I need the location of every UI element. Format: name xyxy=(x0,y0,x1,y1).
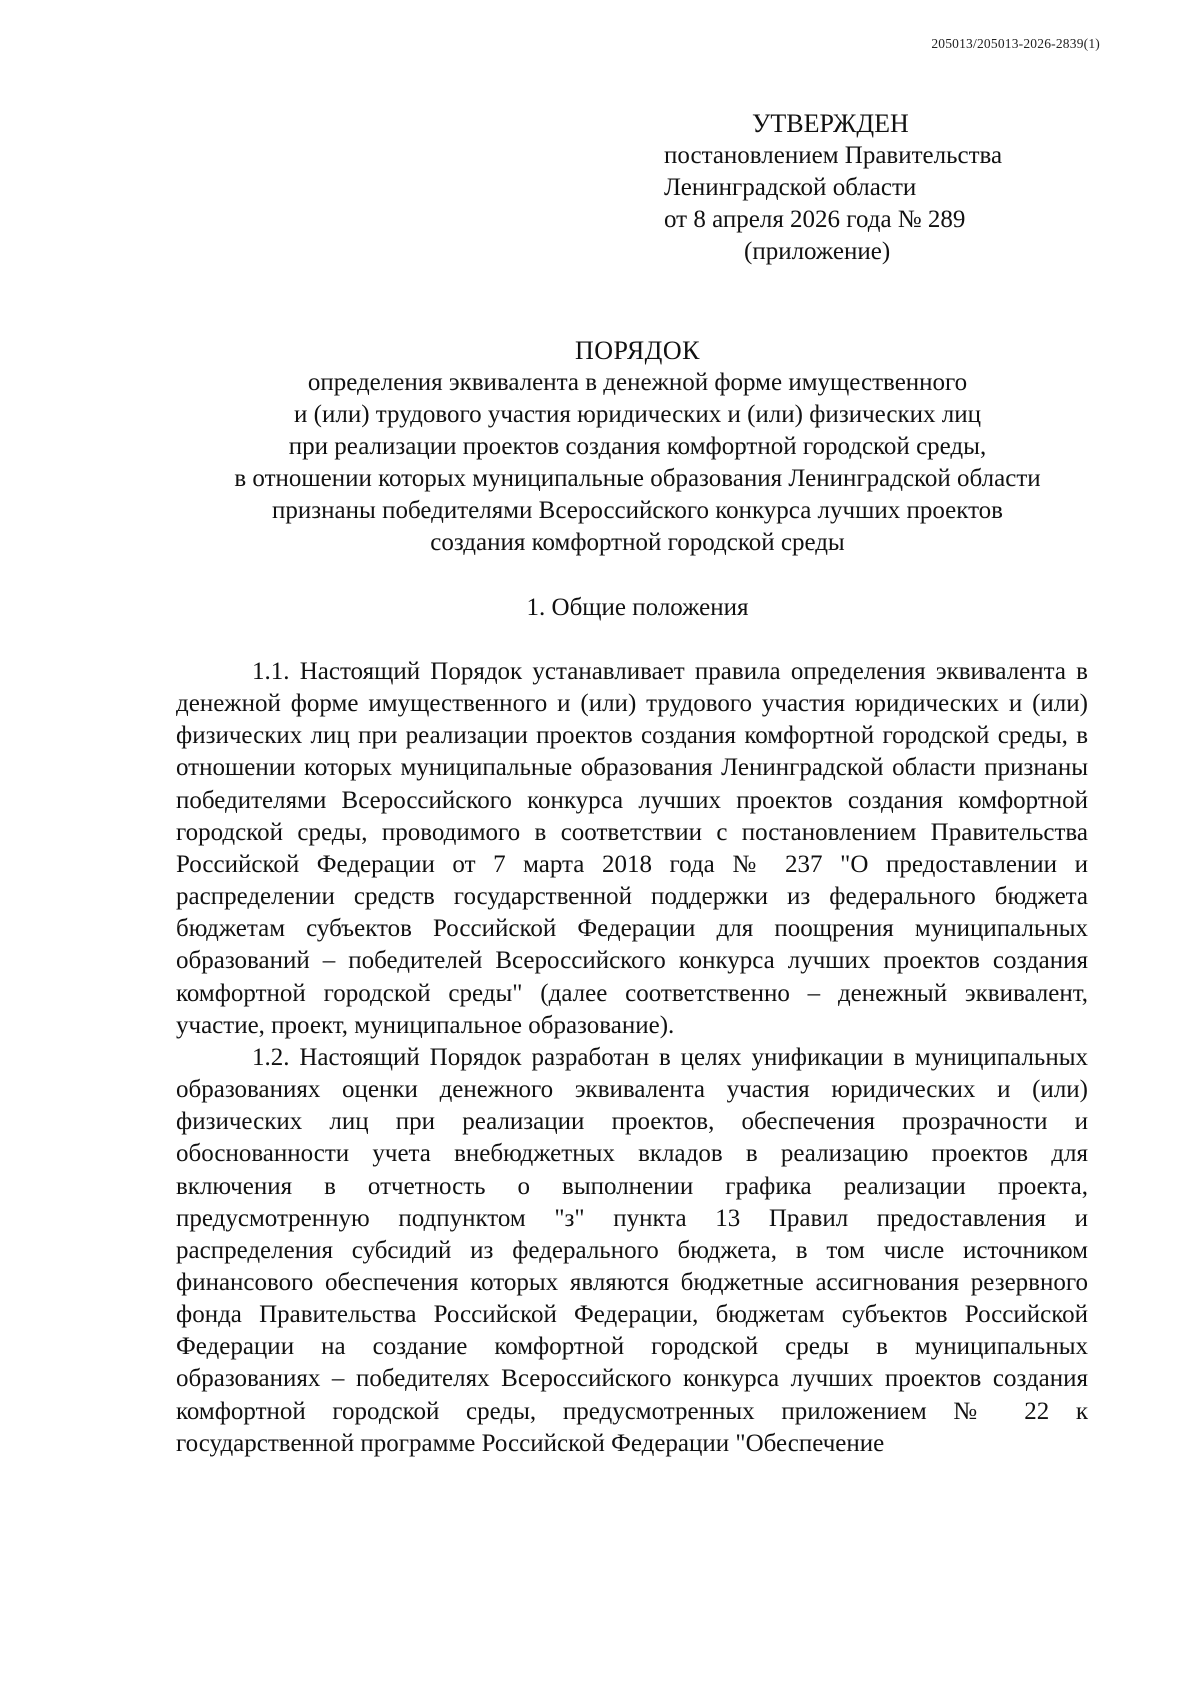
subtitle-line: в отношении которых муниципальные образования Ленинградской области xyxy=(234,465,1041,492)
approval-stamp xyxy=(664,108,1064,268)
approval-appendix: (приложение) xyxy=(744,238,891,265)
document-title-block xyxy=(150,334,1125,559)
subtitle-line: и (или) трудового участия юридических и (или) физических лиц xyxy=(294,401,981,428)
paragraph-1-1: 1.1. Настоящий Порядок устанавливает правила определения эквивалента в денежной форме имущественного и (или) трудового участия юридических и (или) физических лиц при реализации проектов создания комфортной городской среды, в отношении которых муниципальные образования Ленинградской области признаны победителями Всероссийского конкурса лучших проектов создания комфортной городской среды, проводимого в соответствии с постановлением Правительства Российской Федерации от 7 марта 2018 года № 237 "О предоставлении и распределении средств государственной поддержки из федерального бюджета бюджетам субъектов Российской Федерации для поощрения муниципальных образований – победителей Всероссийского конкурса лучших проектов создания комфортной городской среды" (далее соответственно – денежный эквивалент, участие, проект, муниципальное образование). xyxy=(176,658,1088,1039)
subtitle-line: при реализации проектов создания комфортной городской среды, xyxy=(288,433,987,460)
paragraph-1-2: 1.2. Настоящий Порядок разработан в целях унификации в муниципальных образованиях оценки денежного эквивалента участия юридических и (или) физических лиц при реализации проектов, обеспечения прозрачности и обоснованности учета внебюджетных вкладов в реализацию проектов для включения в отчетность о выполнении графика реализации проекта, предусмотренную подпунктом "з" пункта 13 Правил предоставления и распределения субсидий из федерального бюджета, в том числе источником финансового обеспечения которых являются бюджетные ассигнования резервного фонда Правительства Российской Федерации, бюджетам субъектов Российской Федерации на создание комфортной городской среды в муниципальных образованиях – победителях Всероссийского конкурса лучших проектов создания комфортной городской среды, предусмотренных приложением № 22 к государственной программе Российской Федерации "Обеспечение xyxy=(176,1043,1088,1457)
approval-heading: УТВЕРЖДЕН xyxy=(752,109,909,138)
section-heading: 1. Общие положения xyxy=(526,594,749,621)
approval-line-1: постановлением Правительства xyxy=(664,142,1003,169)
subtitle-line: определения эквивалента в денежной форме имущественного xyxy=(307,369,968,396)
subtitle-line: признаны победителями Всероссийского конкурса лучших проектов xyxy=(272,497,1003,524)
approval-line-3: от 8 апреля 2026 года № 289 xyxy=(664,206,966,233)
document-subtitle xyxy=(150,367,1125,559)
document-reference-number: 205013/205013-2026-2839(1) xyxy=(931,36,1100,51)
subtitle-line: создания комфортной городской среды xyxy=(430,529,845,556)
document-title: ПОРЯДОК xyxy=(574,336,701,365)
document-body xyxy=(176,656,1088,1460)
approval-line-2: Ленинградской области xyxy=(664,174,917,201)
